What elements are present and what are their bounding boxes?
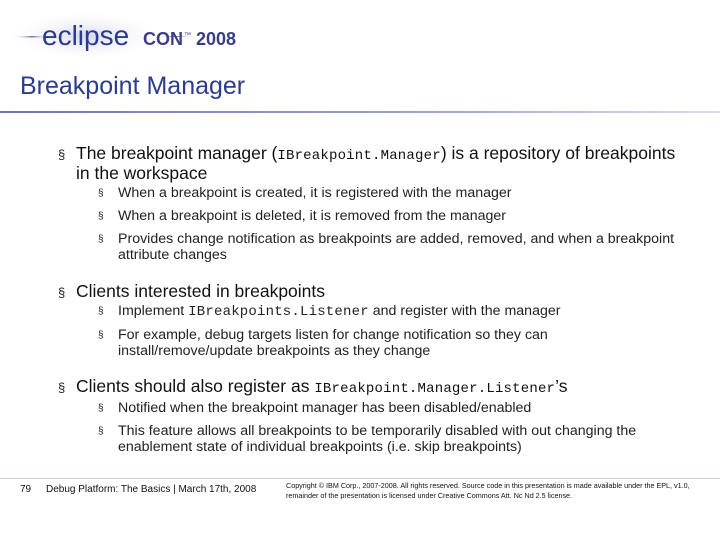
title-divider <box>0 111 720 113</box>
sub-bullet-deleted <box>98 209 678 225</box>
bullet-clients-interested <box>58 283 678 300</box>
sub-bullet-text: When a breakpoint is created, it is registered with the manager <box>118 185 512 201</box>
sub-bullet-feature <box>98 424 678 455</box>
sub-bullet-implement-listener <box>98 304 678 321</box>
logo-eclipse-text: eclipse <box>42 20 130 51</box>
sub-bullet-text: and register with the manager <box>368 303 561 319</box>
code-ibreakpointmanager: IBreakpoint.Manager <box>277 148 441 164</box>
sub-bullet-marker: § <box>98 234 104 245</box>
footer-copyright: Copyright © IBM Corp., 2007-2008. All rights reserved. Source code in this presentation is made available under the EPL, v1.0, remainder of the presentation is licensed under Creative Commons Att. Nc Nd 2.5 license. <box>286 481 690 500</box>
bullet-marker: § <box>58 285 66 300</box>
sub-bullet-debug-targets <box>98 328 678 359</box>
bullet-marker: § <box>58 147 66 162</box>
bullet-text: ’s <box>555 376 568 396</box>
sub-bullet-text: When a breakpoint is deleted, it is removed from the manager <box>118 208 506 224</box>
code-ibreakpointmanagerlistener: IBreakpoint.Manager.Listener <box>314 381 556 397</box>
sub-bullet-marker: § <box>98 306 104 317</box>
sub-bullet-notified <box>98 401 678 417</box>
sub-bullet-change-notification <box>98 232 678 263</box>
sub-bullet-marker: § <box>98 330 104 341</box>
bullet-text: Clients should also register as <box>76 376 315 396</box>
logo-con-text: CON <box>143 29 183 49</box>
sub-bullet-text: Notified when the breakpoint manager has been disabled/enabled <box>118 400 532 416</box>
sub-bullet-text: For example, debug targets listen for change notification so they can install/remove/update breakpoints as they change <box>118 327 548 359</box>
sub-bullet-marker: § <box>98 426 104 437</box>
bullet-manager-listener <box>58 378 678 398</box>
bullet-breakpoint-manager <box>58 145 678 182</box>
eclipsecon-logo-graphic <box>6 6 256 66</box>
sub-bullet-marker: § <box>98 403 104 414</box>
bullet-text: Clients interested in breakpoints <box>76 281 326 301</box>
page-number: 79 <box>20 484 32 495</box>
sub-bullet-text: Provides change notification as breakpoints are added, removed, and when a breakpoint attribute changes <box>118 231 675 263</box>
sub-bullet-created <box>98 186 678 202</box>
bullet-text: ) is a repository of breakpoints in the workspace <box>76 143 676 183</box>
code-ibreakpointslistener: IBreakpoints.Listener <box>188 304 369 320</box>
sub-bullet-marker: § <box>98 211 104 222</box>
eclipsecon-logo <box>6 6 256 66</box>
sub-bullet-text: Implement <box>118 303 189 319</box>
slide-title: Breakpoint Manager <box>20 72 246 100</box>
sub-bullet-text: This feature allows all breakpoints to be temporarily disabled with out changing the enablement state of individual breakpoints (i.e. skip breakpoints) <box>118 423 637 455</box>
logo-tm-text: ™ <box>184 32 191 39</box>
bullet-text: The breakpoint manager ( <box>76 143 278 163</box>
bullet-marker: § <box>58 380 66 395</box>
footer-divider <box>0 478 720 479</box>
footer-presentation-info: Debug Platform: The Basics | March 17th, 2008 <box>46 484 257 495</box>
logo-year-text: 2008 <box>196 29 237 49</box>
sub-bullet-marker: § <box>98 188 104 199</box>
